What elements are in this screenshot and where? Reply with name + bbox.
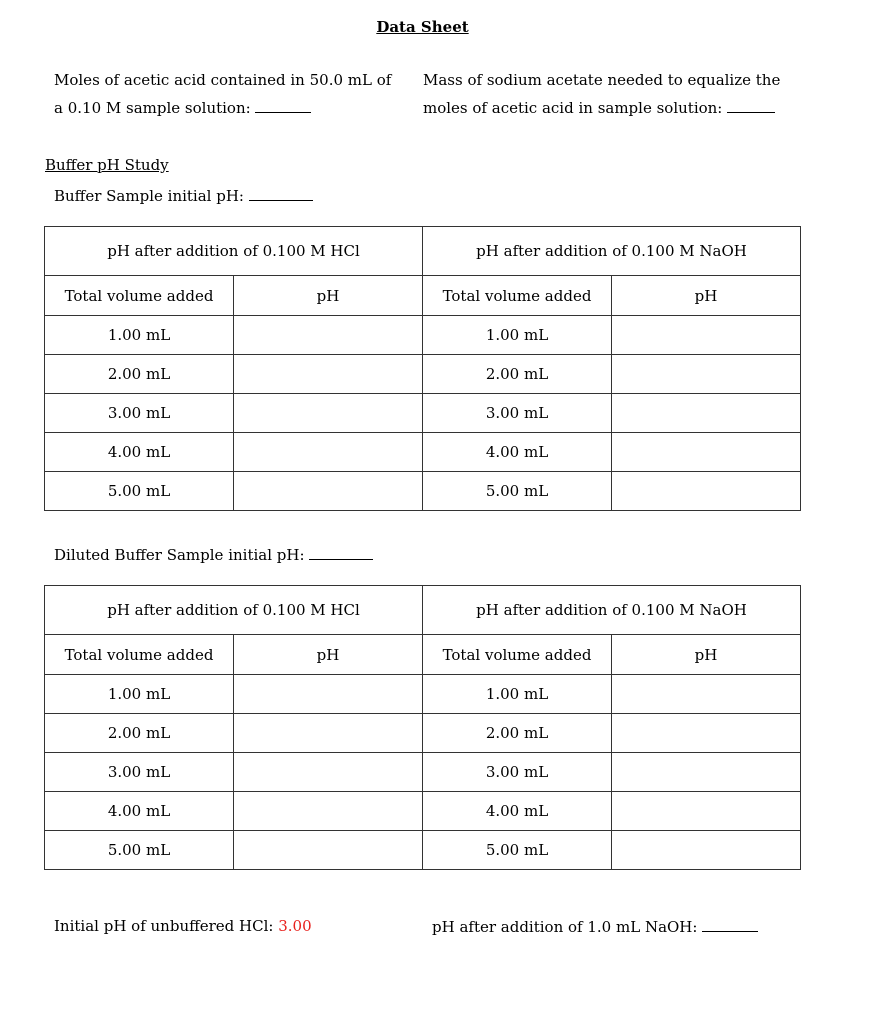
- ph-column-header: pH: [612, 276, 801, 316]
- buffer-ph-table: [44, 226, 801, 511]
- volume-cell: 5.00 mL: [423, 831, 612, 870]
- question-mass-sodium-acetate: [423, 66, 780, 122]
- ph-entry-cell[interactable]: [234, 675, 423, 714]
- table-row: [45, 394, 801, 433]
- answer-blank[interactable]: [727, 98, 775, 113]
- question-label: a 0.10 M sample solution:: [54, 99, 251, 117]
- answer-blank[interactable]: [255, 98, 311, 113]
- table-row: [45, 472, 801, 511]
- ph-column-header: pH: [612, 635, 801, 675]
- ph-entry-cell[interactable]: [612, 831, 801, 870]
- volume-cell: 3.00 mL: [45, 394, 234, 433]
- table-row: [45, 316, 801, 355]
- naoh-header: pH after addition of 0.100 M NaOH: [423, 586, 801, 635]
- ph-column-header: pH: [234, 276, 423, 316]
- table-row: [45, 714, 801, 753]
- hcl-header: pH after addition of 0.100 M HCl: [45, 586, 423, 635]
- volume-cell: 3.00 mL: [45, 753, 234, 792]
- ph-entry-cell[interactable]: [612, 714, 801, 753]
- volume-cell: 4.00 mL: [45, 792, 234, 831]
- table-row: [45, 675, 801, 714]
- question-line: [54, 94, 391, 122]
- ph-entry-cell[interactable]: [234, 316, 423, 355]
- ph-entry-cell[interactable]: [234, 831, 423, 870]
- table-header-row: [45, 227, 801, 276]
- volume-cell: 5.00 mL: [45, 831, 234, 870]
- column-header-row: [45, 635, 801, 675]
- question-line: Moles of acetic acid contained in 50.0 mL of: [54, 71, 392, 89]
- table-row: [45, 753, 801, 792]
- table-row: [45, 792, 801, 831]
- ph-entry-cell[interactable]: [612, 792, 801, 831]
- answer-blank[interactable]: [702, 917, 758, 932]
- volume-cell: 2.00 mL: [423, 355, 612, 394]
- ph-entry-cell[interactable]: [234, 394, 423, 433]
- volume-column-header: Total volume added: [45, 635, 234, 675]
- ph-entry-cell[interactable]: [234, 753, 423, 792]
- table-header-row: [45, 586, 801, 635]
- buffer-initial-ph-label: Buffer Sample initial pH:: [54, 187, 244, 205]
- unbuffered-hcl-initial-ph: [54, 917, 312, 935]
- diluted-initial-ph: [54, 545, 373, 564]
- column-header-row: [45, 276, 801, 316]
- ph-entry-cell[interactable]: [612, 433, 801, 472]
- volume-cell: 2.00 mL: [423, 714, 612, 753]
- ph-entry-cell[interactable]: [234, 355, 423, 394]
- ph-entry-cell[interactable]: [612, 753, 801, 792]
- ph-after-naoh: [432, 917, 758, 936]
- volume-cell: 2.00 mL: [45, 714, 234, 753]
- ph-entry-cell[interactable]: [612, 675, 801, 714]
- unbuffered-value: 3.00: [278, 917, 312, 935]
- buffer-initial-ph: [54, 186, 313, 205]
- volume-cell: 4.00 mL: [423, 433, 612, 472]
- diluted-buffer-ph-table: [44, 585, 801, 870]
- volume-cell: 1.00 mL: [423, 675, 612, 714]
- table-row: [45, 355, 801, 394]
- volume-cell: 4.00 mL: [45, 433, 234, 472]
- question-line: Mass of sodium acetate needed to equalize the: [423, 71, 781, 89]
- table-row: [45, 433, 801, 472]
- ph-entry-cell[interactable]: [234, 433, 423, 472]
- volume-column-header: Total volume added: [423, 635, 612, 675]
- ph-column-header: pH: [234, 635, 423, 675]
- table-row: [45, 831, 801, 870]
- volume-cell: 2.00 mL: [45, 355, 234, 394]
- volume-cell: 5.00 mL: [45, 472, 234, 511]
- volume-cell: 1.00 mL: [45, 675, 234, 714]
- ph-entry-cell[interactable]: [612, 394, 801, 433]
- diluted-initial-ph-label: Diluted Buffer Sample initial pH:: [54, 546, 305, 564]
- answer-blank[interactable]: [309, 545, 373, 560]
- ph-entry-cell[interactable]: [234, 792, 423, 831]
- answer-blank[interactable]: [249, 186, 313, 201]
- page-title: Data Sheet: [376, 18, 469, 36]
- ph-entry-cell[interactable]: [612, 472, 801, 511]
- unbuffered-label: Initial pH of unbuffered HCl:: [54, 917, 274, 935]
- question-moles-acetic-acid: [54, 66, 391, 122]
- volume-cell: 1.00 mL: [423, 316, 612, 355]
- volume-cell: 1.00 mL: [45, 316, 234, 355]
- hcl-header: pH after addition of 0.100 M HCl: [45, 227, 423, 276]
- ph-entry-cell[interactable]: [234, 472, 423, 511]
- ph-entry-cell[interactable]: [612, 355, 801, 394]
- ph-after-naoh-label: pH after addition of 1.0 mL NaOH:: [432, 918, 698, 936]
- volume-cell: 3.00 mL: [423, 753, 612, 792]
- volume-column-header: Total volume added: [423, 276, 612, 316]
- volume-column-header: Total volume added: [45, 276, 234, 316]
- volume-cell: 5.00 mL: [423, 472, 612, 511]
- question-label: moles of acetic acid in sample solution:: [423, 99, 723, 117]
- ph-entry-cell[interactable]: [612, 316, 801, 355]
- naoh-header: pH after addition of 0.100 M NaOH: [423, 227, 801, 276]
- ph-entry-cell[interactable]: [234, 714, 423, 753]
- section-title: Buffer pH Study: [45, 156, 169, 174]
- volume-cell: 3.00 mL: [423, 394, 612, 433]
- volume-cell: 4.00 mL: [423, 792, 612, 831]
- question-line: [423, 94, 780, 122]
